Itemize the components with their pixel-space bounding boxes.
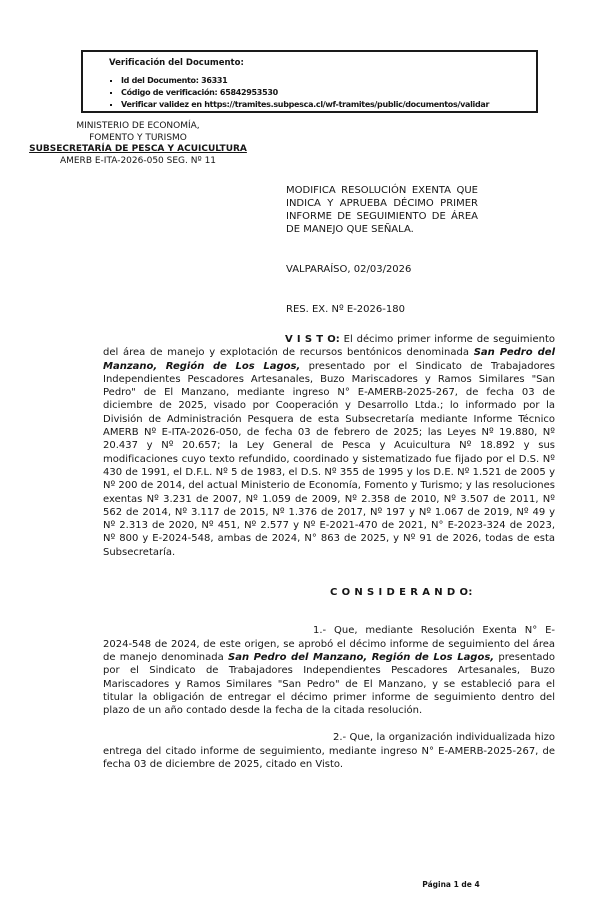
text-segment: San Pedro del Manzano, Región de Los Lagos,	[103, 347, 555, 372]
text-segment: 1.- Que, mediante Resolución Exenta N° E-2024-548 de 2024, de este origen, se aprobó el décimo informe de seguimiento del área de manejo denominada	[103, 625, 555, 663]
verification-box	[81, 50, 538, 113]
page-number-label: Página 1 de 4	[422, 880, 480, 889]
title-block	[286, 184, 478, 316]
document-body	[103, 333, 555, 771]
considerando-paragraph-1	[103, 624, 555, 717]
letterhead	[18, 121, 258, 168]
verification-item: ▪ Código de verificación: 65842953530	[121, 87, 530, 99]
place-and-date: VALPARAÍSO, 02/03/2026	[286, 264, 412, 275]
text-segment: presentado por el Sindicato de Trabajadores Independientes Pescadores Artesanales, Buzo Mariscadores y Ramos Similares "San Pedro" de El Manzano, y se estableció para el titular la obligación de entregar el décimo primer informe de seguimiento dentro del plazo de un año contado desde la fecha de la citada resolución.	[103, 651, 555, 717]
text-segment: 2.- Que, la organización individualizada hizo entrega del citado informe de seguimiento, mediante ingreso N° E-AMERB-2025-267, de fecha 03 de diciembre de 2025, citado en Visto.	[103, 732, 555, 771]
text-segment: San Pedro del Manzano, Región de Los Lagos,	[228, 651, 495, 663]
text-segment: presentado por el Sindicato de Trabajadores Independientes Pescadores Artesanales, Buzo Mariscadores y Ramos Similares "San Pedro" de El Manzano, mediante ingreso N° E-AMERB-2025-267, de fecha 03 de diciembre de 2025, visado por Cooperación y Desarrollo Ltda.; lo informado por la División de Administración Pesquera de esta Subsecretaría mediante Informe Técnico AMERB Nº E-ITA-2026-050, de fecha 03 de febrero de 2025; las Leyes Nº 19.880, Nº 20.437 y Nº 20.657; la Ley General de Pesca y Acuicultura Nº 18.892 y sus modificaciones cuyo texto refundido, coordinado y sistematizado fue fijado por el D.S. Nº 430 de 1991, el D.F.L. Nº 5 de 1983, el D.S. Nº 355 de 1995 y los D.E. Nº 1.521 de 2005 y Nº 200 de 2014, del actual Ministerio de Economía, Fomento y Turismo; y las resoluciones exentas Nº 3.231 de 2007, Nº 1.059 de 2009, Nº 2.358 de 2010, Nº 3.507 de 2011, Nº 562 de 2014, Nº 3.117 de 2015, Nº 1.376 de 2017, Nº 197 y Nº 1.067 de 2019, Nº 49 y Nº 2.313 de 2020, Nº 451, Nº 2.577 y Nº E-2021-470 de 2021, N° E-2023-324 de 2023, Nº 800 y E-2024-548, ambas de 2024, N° 863 de 2025, y Nº 91 de 2026, todas de esta Subsecretaría.	[103, 360, 555, 558]
resolution-subject: MODIFICA RESOLUCIÓN EXENTA QUE INDICA Y APRUEBA DÉCIMO PRIMER INFORME DE SEGUIMIENTO DE ÁREA DE MANEJO QUE SEÑALA.	[286, 185, 478, 235]
visto-paragraph	[103, 333, 555, 559]
resolution-number: RES. EX. Nº E-2026-180	[286, 304, 405, 315]
considerando-paragraph-2	[103, 731, 555, 771]
verification-item: ▪ Verificar validez en https://tramites.subpesca.cl/wf-tramites/public/documentos/validar	[121, 99, 530, 111]
ministry-name-line1: MINISTERIO DE ECONOMÍA,	[76, 121, 200, 131]
document-reference: AMERB E-ITA-2026-050 SEG. Nº 11	[59, 156, 217, 167]
ministry-name-line2: FOMENTO Y TURISMO	[89, 132, 187, 143]
text-segment: V I S T O:	[285, 334, 340, 345]
verification-list	[109, 75, 530, 111]
subsecretaria-name: SUBSECRETARÍA DE PESCA Y ACUICULTURA	[29, 144, 247, 155]
verification-item: ▪ Id del Documento: 36331	[121, 75, 530, 87]
verification-title: Verificación del Documento:	[109, 58, 244, 68]
considerando-heading: C O N S I D E R A N D O:	[330, 587, 473, 599]
text-segment: El décimo primer informe de seguimiento del área de manejo y explotación de recursos bentónicos denominada	[103, 334, 555, 359]
